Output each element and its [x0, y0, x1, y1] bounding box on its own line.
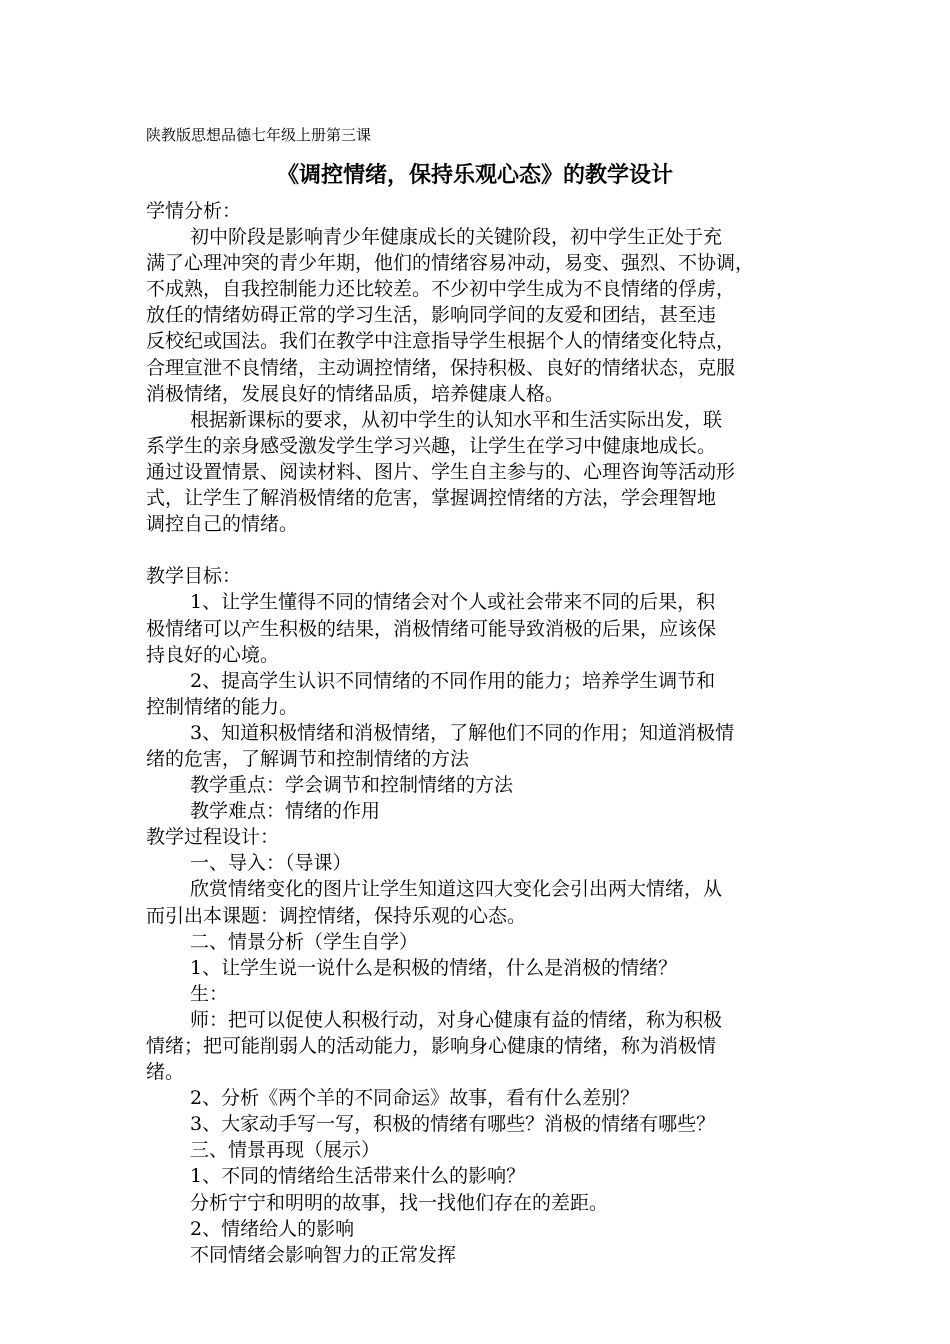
text-line: 初中阶段是影响青少年健康成长的关键阶段，初中学生正处于充 [190, 226, 723, 249]
text-line: 满了心理冲突的青少年期，他们的情绪容易冲动，易变、强烈、不协调， [146, 252, 755, 275]
text-line: 通过设置情景、阅读材料、图片、学生自主参与的、心理咨询等活动形 [146, 460, 736, 483]
text-line: 持良好的心境。 [146, 643, 280, 666]
text-line: 极情绪可以产生积极的结果，消极情绪可能导致消极的后果，应该保 [146, 617, 717, 640]
document-title: 《调控情绪，保持乐观心态》的教学设计 [276, 162, 673, 188]
text-line: 2、情绪给人的影响 [190, 1217, 355, 1240]
text-line: 生： [190, 982, 229, 1005]
text-line: 欣赏情绪变化的图片让学生知道这四大变化会引出两大情绪，从 [190, 878, 723, 901]
text-line: 1、不同的情绪给生活带来什么的影响？ [190, 1165, 526, 1188]
blank-line [146, 537, 816, 563]
text-line: 反校纪或国法。我们在教学中注意指导学生根据个人的情绪变化特点， [146, 330, 736, 353]
text-line: 绪。 [146, 1061, 185, 1084]
text-line: 1、让学生说一说什么是积极的情绪，什么是消极的情绪？ [190, 956, 678, 979]
text-line: 3、知道积极情绪和消极情绪，了解他们不同的作用；知道消极情 [190, 721, 735, 744]
text-line: 2、提高学生认识不同情绪的不同作用的能力；培养学生调节和 [190, 669, 716, 692]
text-line: 不成熟，自我控制能力还比较差。不少初中学生成为不良情绪的俘虏， [146, 278, 736, 301]
text-line: 学情分析： [146, 200, 242, 222]
text-line: 三、情景再现（展示） [190, 1139, 381, 1162]
text-line: 教学过程设计： [146, 826, 280, 849]
document-header: 陕教版思想品德七年级上册第三课 [146, 126, 372, 144]
document-body [146, 198, 816, 1268]
text-line: 2、分析《两个羊的不同命运》故事，看有什么差别？ [190, 1087, 640, 1110]
text-line: 绪的危害，了解调节和控制情绪的方法 [146, 747, 470, 770]
text-line: 教学难点：情绪的作用 [190, 800, 381, 823]
text-line: 不同情绪会影响智力的正常发挥 [190, 1243, 457, 1266]
text-line: 式，让学生了解消极情绪的危害，掌握调控情绪的方法，学会理智地 [146, 487, 717, 510]
text-line: 师：把可以促使人积极行动，对身心健康有益的情绪，称为积极 [190, 1008, 723, 1031]
text-line: 根据新课标的要求，从初中学生的认知水平和生活实际出发，联 [190, 408, 723, 431]
text-line: 系学生的亲身感受激发学生学习兴趣，让学生在学习中健康地成长。 [146, 434, 717, 457]
text-line: 3、大家动手写一写，积极的情绪有哪些？消极的情绪有哪些？ [190, 1113, 716, 1136]
text-line: 教学目标： [146, 565, 242, 588]
text-line: 二、情景分析（学生自学） [190, 930, 419, 953]
text-line: 放任的情绪妨碍正常的学习生活，影响同学间的友爱和团结，甚至违 [146, 304, 717, 327]
text-line: 合理宣泄不良情绪，主动调控情绪，保持积极、良好的情绪状态，克服 [146, 356, 736, 379]
text-line: 1、让学生懂得不同的情绪会对个人或社会带来不同的后果，积 [190, 591, 716, 614]
text-line: 消极情绪，发展良好的情绪品质，培养健康人格。 [146, 382, 565, 405]
text-line: 调控自己的情绪。 [146, 513, 299, 536]
text-line: 教学重点：学会调节和控制情绪的方法 [190, 774, 514, 797]
text-line: 而引出本课题：调控情绪，保持乐观的心态。 [146, 904, 527, 927]
text-line: 分析宁宁和明明的故事，找一找他们存在的差距。 [190, 1191, 609, 1214]
text-line: 情绪；把可能削弱人的活动能力，影响身心健康的情绪，称为消极情 [146, 1035, 717, 1057]
text-line: 一、导入：（导课） [190, 852, 352, 875]
text-line: 控制情绪的能力。 [146, 695, 299, 718]
